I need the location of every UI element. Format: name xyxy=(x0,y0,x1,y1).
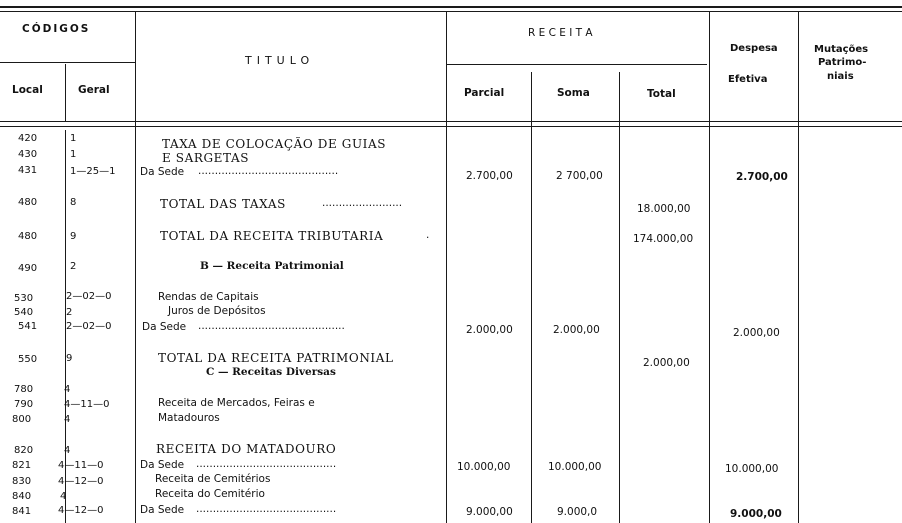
geral-code: 2 xyxy=(66,307,73,318)
codigos-titulo-divider xyxy=(135,12,136,523)
header-local: Local xyxy=(12,84,43,96)
header-parcial: Parcial xyxy=(464,87,505,99)
parcial-soma-divider xyxy=(531,72,532,523)
local-code: 830 xyxy=(12,476,32,487)
row-title: Receita de Cemitérios xyxy=(155,473,271,485)
row-title: TOTAL DA RECEITA PATRIMONIAL xyxy=(158,351,394,365)
row-title: Receita de Mercados, Feiras e xyxy=(158,397,315,409)
row-title: Da Sede xyxy=(142,321,187,333)
local-code: 790 xyxy=(14,399,34,410)
receita-despesa-divider xyxy=(709,12,710,523)
row-title: Receita do Cemitério xyxy=(155,488,265,500)
geral-code: 2—02—0 xyxy=(66,291,112,302)
local-code: 490 xyxy=(18,263,38,274)
row-title: TOTAL DAS TAXAS xyxy=(160,197,286,211)
soma-total-divider xyxy=(619,72,620,523)
local-geral-divider-head xyxy=(65,64,66,121)
despesa-mutacoes-divider xyxy=(798,12,799,523)
geral-code: 4 xyxy=(64,414,71,425)
soma-value: 2 700,00 xyxy=(556,170,603,182)
geral-code: 8 xyxy=(70,197,77,208)
row-title: TOTAL DA RECEITA TRIBUTARIA xyxy=(160,229,384,243)
leader-dots: .......................................... xyxy=(196,458,337,470)
section-heading: C — Receitas Diversas xyxy=(206,366,336,378)
geral-code: 2 xyxy=(70,261,77,272)
header-mutacoes-1: Mutações xyxy=(814,44,869,55)
despesa-value: 2.000,00 xyxy=(733,327,780,339)
local-code: 541 xyxy=(18,321,38,332)
soma-value: 9.000,0 xyxy=(557,506,598,518)
top-rule xyxy=(0,6,902,8)
row-title: RECEITA DO MATADOURO xyxy=(156,442,337,456)
parcial-value: 10.000,00 xyxy=(457,461,511,473)
local-code: 431 xyxy=(18,165,38,176)
geral-code: 1—25—1 xyxy=(70,166,116,177)
geral-code: 4—12—0 xyxy=(58,505,104,516)
header-total: Total xyxy=(647,88,676,100)
geral-code: 2—02—0 xyxy=(66,321,112,332)
row-title: Da Sede xyxy=(140,504,185,516)
leader-dots: . xyxy=(426,229,430,241)
geral-code: 4 xyxy=(64,445,71,456)
geral-code: 1 xyxy=(70,149,77,160)
soma-value: 10.000,00 xyxy=(548,461,602,473)
despesa-value: 2.700,00 xyxy=(736,171,788,183)
local-code: 480 xyxy=(18,231,38,242)
header-geral: Geral xyxy=(78,84,110,96)
row-title: Da Sede xyxy=(140,166,185,178)
parcial-value: 2.700,00 xyxy=(466,170,513,182)
local-code: 550 xyxy=(18,354,38,365)
despesa-value: 9.000,00 xyxy=(730,508,782,520)
total-value: 2.000,00 xyxy=(643,357,690,369)
codigos-underline xyxy=(0,62,135,63)
row-title: TAXA DE COLOCAÇÃO DE GUIAS xyxy=(162,137,387,151)
leader-dots: .......................................... xyxy=(196,503,337,515)
geral-code: 4 xyxy=(60,491,67,502)
header-receita: R E C E I T A xyxy=(528,27,593,39)
geral-code: 4 xyxy=(64,384,71,395)
geral-code: 4—11—0 xyxy=(64,399,110,410)
parcial-value: 9.000,00 xyxy=(466,506,513,518)
row-title: Juros de Depósitos xyxy=(168,305,266,317)
local-code: 800 xyxy=(12,414,32,425)
row-title: E SARGETAS xyxy=(162,151,250,165)
local-code: 420 xyxy=(18,133,38,144)
receita-underline xyxy=(447,64,707,65)
local-code: 430 xyxy=(18,149,38,160)
local-code: 540 xyxy=(14,307,34,318)
geral-code: 9 xyxy=(66,353,73,364)
row-title: Da Sede xyxy=(140,459,185,471)
header-despesa-1: Despesa xyxy=(730,43,778,54)
parcial-value: 2.000,00 xyxy=(466,324,513,336)
leader-dots: .......................................... xyxy=(198,165,339,177)
total-value: 18.000,00 xyxy=(637,203,691,215)
local-code: 840 xyxy=(12,491,32,502)
local-code: 821 xyxy=(12,460,32,471)
row-title: Rendas de Capitais xyxy=(158,291,259,303)
geral-code: 9 xyxy=(70,231,77,242)
local-code: 820 xyxy=(14,445,34,456)
header-titulo: TITULO xyxy=(245,54,315,67)
header-mutacoes-2: Patrimo- xyxy=(818,57,867,68)
local-code: 780 xyxy=(14,384,34,395)
row-title: Matadouros xyxy=(158,412,220,424)
local-code: 530 xyxy=(14,293,34,304)
despesa-value: 10.000,00 xyxy=(725,463,779,475)
local-code: 841 xyxy=(12,506,32,517)
header-soma: Soma xyxy=(557,87,590,99)
geral-code: 4—12—0 xyxy=(58,476,104,487)
header-despesa-2: Efetiva xyxy=(728,74,768,85)
leader-dots: ............................................ xyxy=(198,320,345,332)
titulo-receita-divider xyxy=(446,12,447,523)
soma-value: 2.000,00 xyxy=(553,324,600,336)
local-code: 480 xyxy=(18,197,38,208)
geral-code: 1 xyxy=(70,133,77,144)
total-value: 174.000,00 xyxy=(633,233,694,245)
header-codigos: CÓDIGOS xyxy=(22,23,91,35)
geral-code: 4—11—0 xyxy=(58,460,104,471)
section-heading: B — Receita Patrimonial xyxy=(200,260,344,272)
header-mutacoes-3: niais xyxy=(827,71,854,82)
leader-dots: ........................ xyxy=(322,197,403,209)
